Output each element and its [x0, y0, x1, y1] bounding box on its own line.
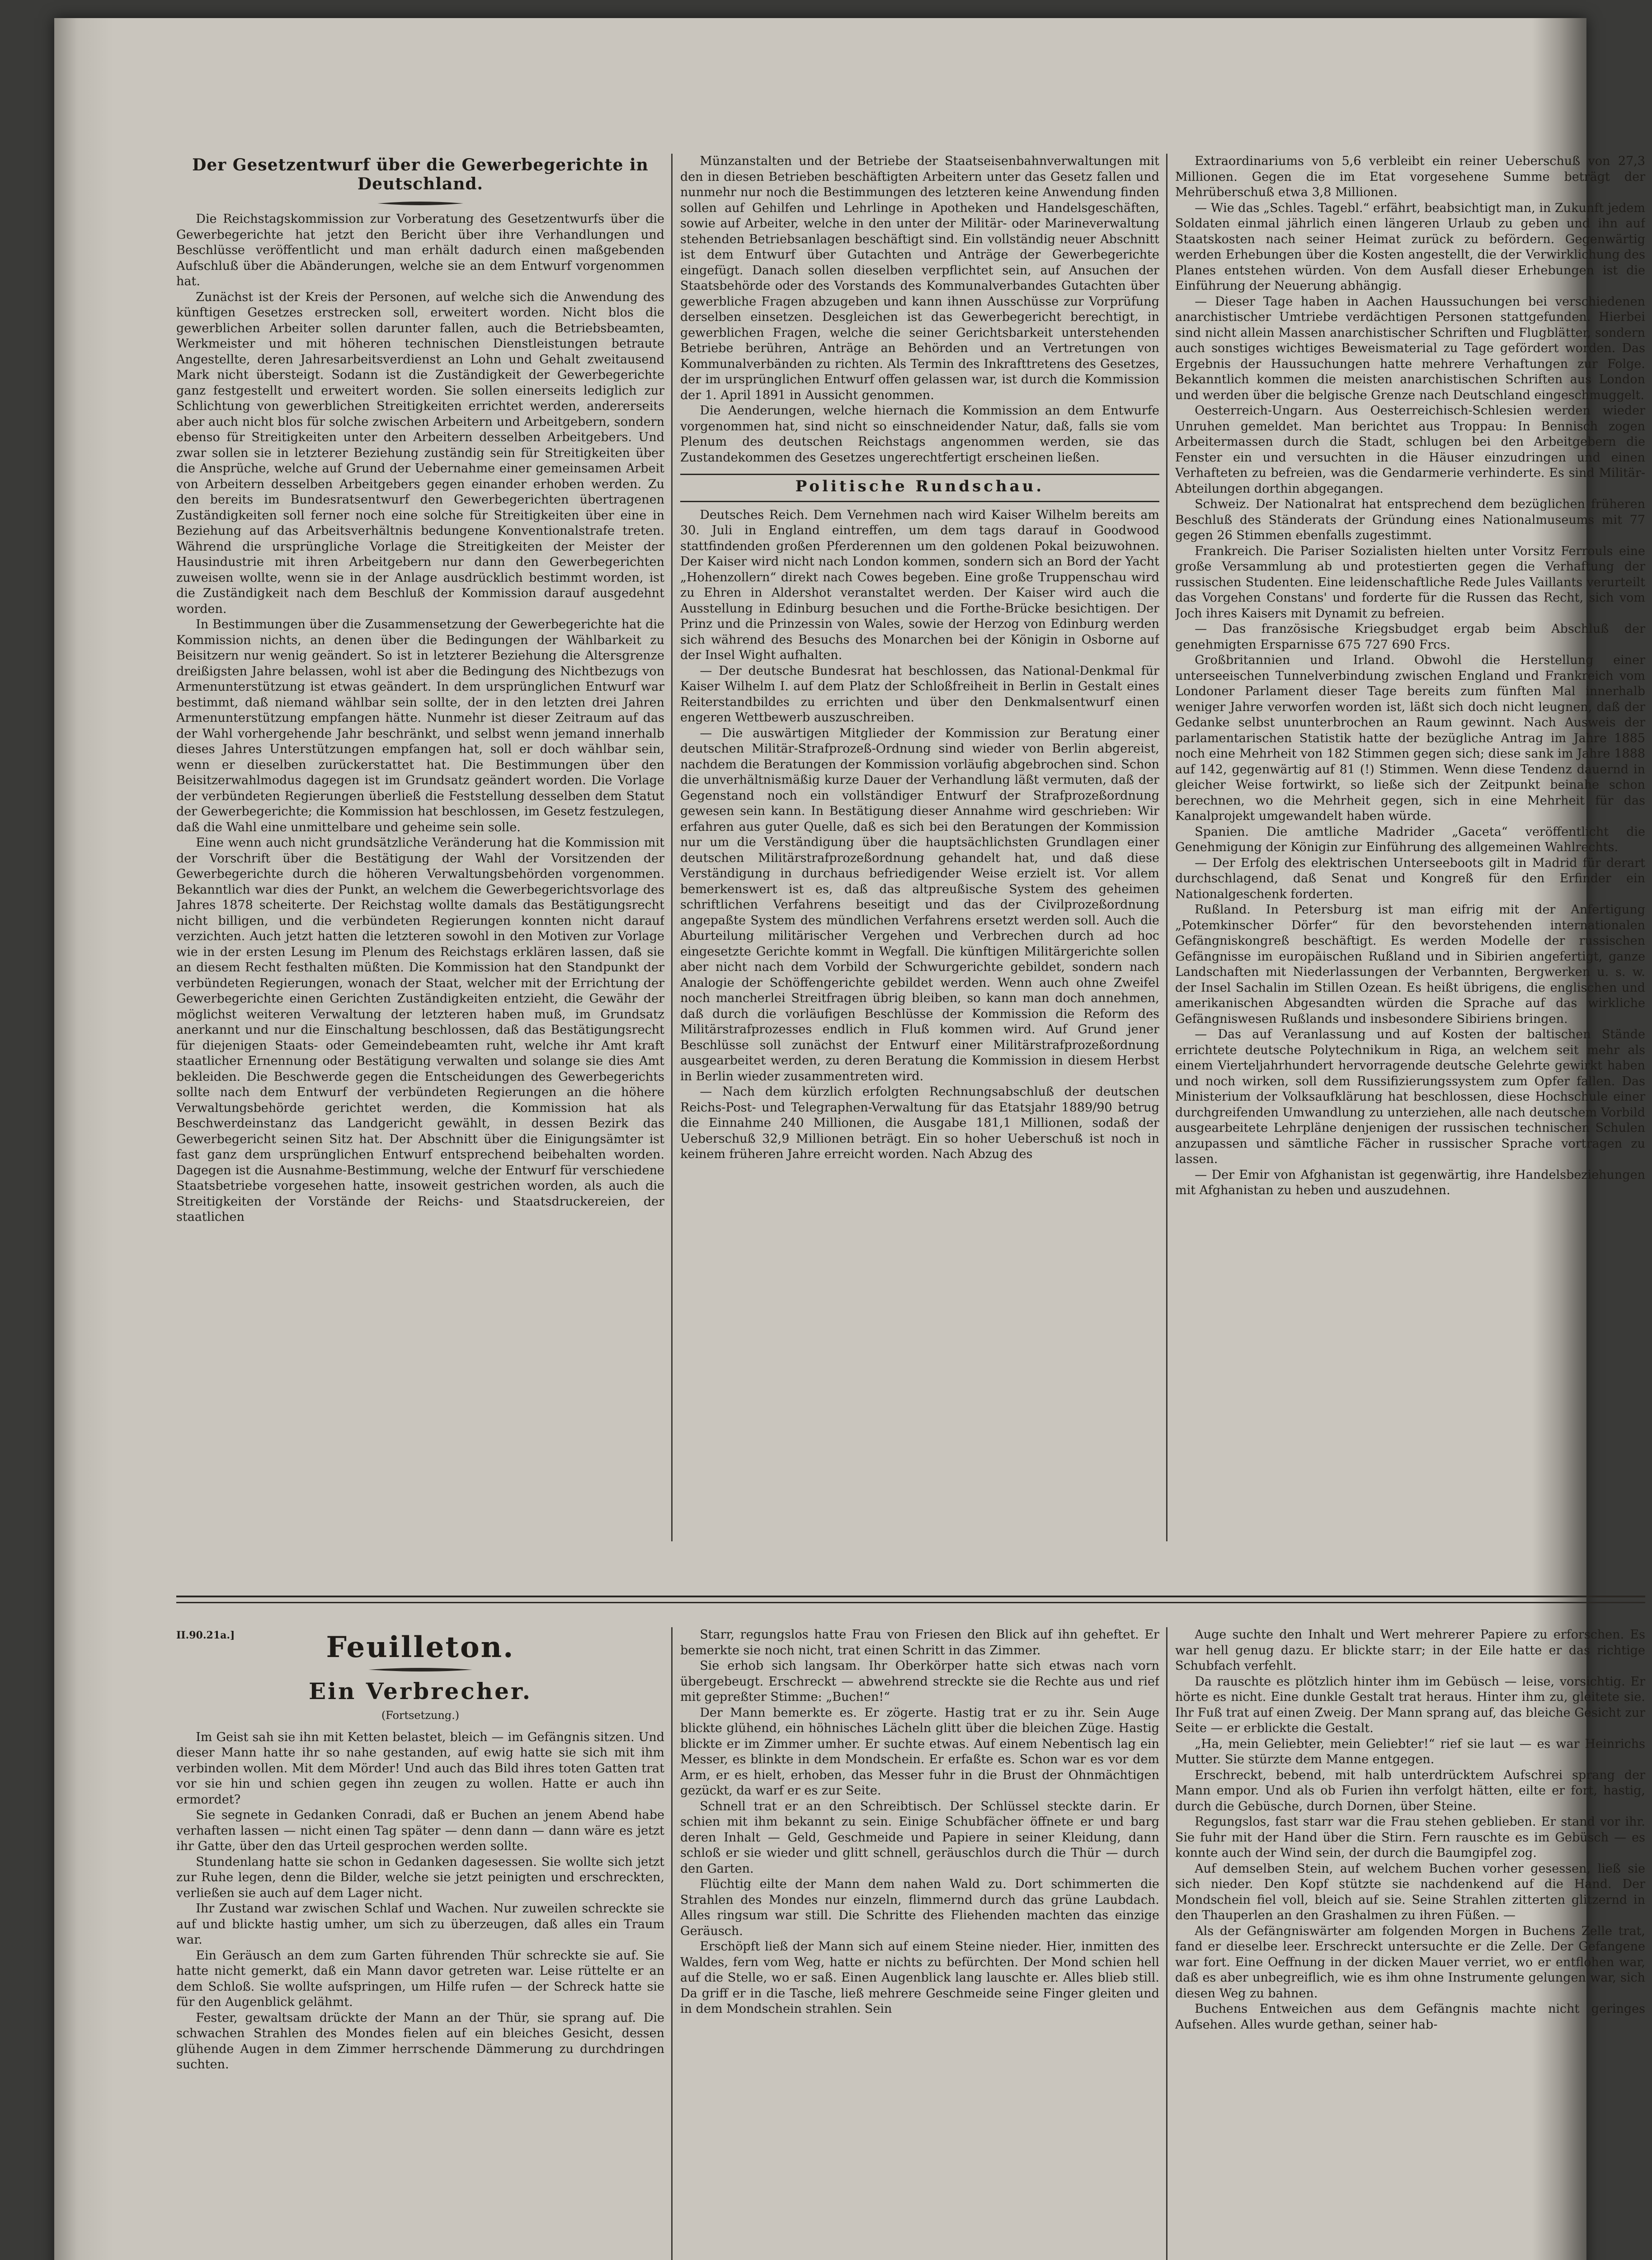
paragraph: Deutsches Reich. Dem Vernehmen nach wird Kaiser Wilhelm bereits am 30. Juli in England eintreffen, um dem tags darauf in Goodwood stattfindenden großen Pferderennen um den goldenen Pokal beizuwohnen. Der Kaiser wird nicht nach London kommen, sondern sich an Bord der Yacht „Hohenzollern“ direkt nach Cowes begeben. Eine große Truppenschau wird zu Ehren in Aldershot veranstaltet werden. Der Kaiser wird auch die Ausstellung in Edinburg besuchen und die Forthe-Brücke besichtigen. Der Prinz und die Prinzessin von Wales, sowie der Herzog von Edinburg werden sich während des Besuchs des Monarchen bei der Königin in Osborne auf der Insel Wight aufhalten. [680, 508, 1159, 662]
paragraph: — Die auswärtigen Mitglieder der Kommission zur Beratung einer deutschen Militär-Strafprozeß-Ordnung sind wieder von Berlin abgereist, nachdem die Beratungen der Kommission vorläufig abgebrochen sind. Schon die unverhältnismäßig kurze Dauer der Verhandlung läßt vermuten, daß der Gegenstand noch ein vollständiger Entwurf der Strafprozeßordnung gewesen sein kann. In Bestätigung dieser Annahme wird geschrieben: Wir erfahren aus guter Quelle, daß es sich bei den Beratungen der Kommission nur um die Verständigung über die hauptsächlichsten Grundlagen einer deutschen Militärstrafprozeßordnung gehandelt hat, und daß diese Verständigung in durchaus befriedigender Weise erzielt ist. Vor allem bemerkenswert ist es, daß das altpreußische System des geheimen schriftlichen Verfahrens beseitigt und das der Civilprozeßordnung angepaßte System des mündlichen Verfahrens ersetzt werden soll. Auch die Aburteilung militärischer Vergehen und Verbrechen durch ad hoc eingesetzte Gerichte kommt in Wegfall. Die künftigen Militärgerichte sollen aber nicht nach dem Vorbild der Schwurgerichte gebildet, sondern nach Analogie der Schöffengerichte gebildet werden. Wenn auch ohne Zweifel noch mancherlei Streitfragen übrig bleiben, so kann man doch annehmen, daß durch die vorläufigen Beschlüsse der Kommission die Reform des Militärstrafprozesses endlich in Fluß kommen wird. Auf Grund jener Beschlüsse soll zunächst der Entwurf einer Militärstrafprozeßordnung ausgearbeitet werden, zu deren Beratung die Kommission in diesem Herbst in Berlin wieder zusammentreten wird. [680, 726, 1159, 1083]
paragraph: — Dieser Tage haben in Aachen Haussuchungen bei verschiedenen anarchistischer Umtriebe verdächtigen Personen stattgefunden. Hierbei sind nicht allein Massen anarchistischer Schriften und Flugblätter, sondern auch sonstiges wichtiges Beweismaterial zu Tage gefördert worden. Das Ergebnis der Haussuchungen hatte mehrere Verhaftungen zur Folge. Bekanntlich kommen die meisten anarchistischen Schriften aus London und werden über die belgische Grenze nach Deutschland eingeschmuggelt. [1175, 294, 1645, 402]
paragraph: Extraordinariums von 5,6 verbleibt ein reiner Ueberschuß von 27,3 Millionen. Gegen die im Etat vorgesehene Summe beträgt der Mehrüberschuß etwa 3,8 Millionen. [1175, 154, 1645, 199]
title-rule [366, 1666, 475, 1673]
paragraph: Oesterreich-Ungarn. Aus Oesterreichisch-Schlesien werden wieder Unruhen gemeldet. Man berichtet aus Troppau: In Bennisch zogen Arbeitermassen durch die Stadt, schlugen bei den Arbeitgebern die Fenster ein und versuchten in die Häuser einzudringen und einen Verhafteten zu befreien, was die Gendarmerie verhinderte. Es sind Militär-Abteilungen dorthin abgegangen. [1175, 404, 1645, 496]
paragraph: Als der Gefängniswärter am folgenden Morgen in Buchens Zelle trat, fand er dieselbe leer. Erschreckt untersuchte er die Zelle. Der Gefangene war fort. Eine Oeffnung in der dicken Mauer verriet, wo er entflohen war, daß es aber unbegreiflich, wie es ihm ohne Instrumente gelungen war, sich diesen Weg zu bahnen. [1175, 1924, 1645, 2001]
paragraph: Starr, regungslos hatte Frau von Friesen den Blick auf ihn geheftet. Er bemerkte sie noch nicht, trat einen Schritt in das Zimmer. [680, 1628, 1159, 1657]
paragraph: — Das französische Kriegsbudget ergab beim Abschluß der genehmigten Ersparnisse 675 727 690 Frcs. [1175, 622, 1645, 652]
story-title: Ein Verbrecher. [308, 1678, 532, 1704]
paragraph: Ein Geräusch an dem zum Garten führenden Thür schreckte sie auf. Sie hatte nicht gemerkt, daß ein Mann davor getreten war. Leise rüttelte er an dem Schloß. Sie wollte aufspringen, um Hilfe rufen — der Schreck hatte sie für den Augenblick gelähmt. [176, 1948, 664, 2009]
paragraph: „Ha, mein Geliebter, mein Geliebter!“ rief sie laut — es war Heinrichs Mutter. Sie stürzte dem Manne entgegen. [1175, 1737, 1645, 1766]
paragraph: Da rauschte es plötzlich hinter ihm im Gebüsch — leise, vorsichtig. Er hörte es nicht. Eine dunkle Gestalt trat heraus. Hinter ihm zu, gleitete sie. Ihr Fuß trat auf einen Zweig. Der Mann sprang auf, das bleiche Gesicht zur Seite — er erblickte die Gestalt. [1175, 1674, 1645, 1735]
paragraph: Erschöpft ließ der Mann sich auf einem Steine nieder. Hier, inmitten des Waldes, fern vom Weg, hatte er nichts zu befürchten. Der Mond schien hell auf die Stelle, wo er saß. Einen Augenblick lang lauschte er. Alles blieb still. Da griff er in die Tasche, ließ mehrere Geschmeide seine Finger gleiten und in dem Mondschein strahlen. Sein [680, 1940, 1159, 2016]
feuilleton-column-3 [1175, 1627, 1645, 2260]
paragraph: Rußland. In Petersburg ist man eifrig mit der Anfertigung „Potemkinscher Dörfer“ für den bevorstehenden internationalen Gefängniskongreß beschäftigt. Es werden Modelle der russischen Gefängnisse im europäischen Rußland und in Sibirien angefertigt, ganze Landschaften mit Niederlassungen der Verbannten, Bergwerken u. s. w. der Insel Sachalin im Stillen Ozean. Es heißt übrigens, die englischen und amerikanischen Abgesandten würden die Sprache auf das wirkliche Gefängniswesen Rußlands und insbesondere Sibiriens bringen. [1175, 903, 1645, 1026]
binding-gutter [54, 18, 113, 2260]
paragraph: Fester, gewaltsam drückte der Mann an der Thür, sie sprang auf. Die schwachen Strahlen des Mondes fielen auf ein bleiches Gesicht, dessen glühende Augen in dem Zimmer herrschende Dämmerung zu durchdringen suchten. [176, 2010, 664, 2072]
paragraph: Regungslos, fast starr war die Frau stehen geblieben. Er stand vor ihr. Sie fuhr mit der Hand über die Stirn. Fern rauschte es im Gebüsch — es konnte auch der Wind sein, der durch die Baumgipfel zog. [1175, 1815, 1645, 1860]
section-rule [680, 474, 1159, 475]
paragraph: In Bestimmungen über die Zusammensetzung der Gewerbegerichte hat die Kommission nichts, an denen über die Bedingungen der Wählbarkeit zu Beisitzern nur wenig geändert. So ist in letzterer Beziehung die Altersgrenze dreißigsten Jahre belassen, wohl ist aber die Bedingung des Nichtbezugs von Armenunterstützung ist etwas geändert. In dem ursprünglichen Entwurf war bestimmt, daß niemand wählbar sein sollte, der in den letzten drei Jahren Armenunterstützung empfangen hätte. Nunmehr ist dieser Zeitraum auf das der Wahl vorhergehende Jahr beschränkt, und selbst wenn jemand innerhalb dieses Jahres Unterstützungen empfangen hat, soll er doch wählbar sein, wenn er dieselben zurückerstattet hat. Die Bestimmungen über den Beisitzerwahlmodus dagegen ist im Grundsatz geändert worden. Die Vorlage der verbündeten Regierungen überließ die Feststellung desselben dem Statut der Gewerbegerichte; die Kommission hat beschlossen, im Gesetz festzulegen, daß die Wahl eine unmittelbare und geheime sein solle. [176, 617, 664, 834]
paragraph: Schweiz. Der Nationalrat hat entsprechend dem bezüglichen früheren Beschluß des Ständerats der Gründung eines Nationalmuseums mit 77 gegen 26 Stimmen ebenfalls zugestimmt. [1175, 497, 1645, 542]
feuilleton-column-2 [680, 1627, 1159, 2260]
section-rule [680, 501, 1159, 502]
feuilleton-header [176, 1632, 664, 1723]
paragraph: Zunächst ist der Kreis der Personen, auf welche sich die Anwendung des künftigen Gesetzes erstrecken soll, erweitert worden. Nicht blos die gewerblichen Arbeiter sollen darunter fallen, auch die Betriebsbeamten, Werkmeister und mit höheren technischen Dienstleistungen betraute Angestellte, deren Jahresarbeitsverdienst an Lohn und Gehalt zweitausend Mark nicht übersteigt. Sodann ist die Zuständigkeit der Gewerbegerichte ganz festgestellt und erweitert worden. Sie sollen einerseits lediglich zur Schlichtung von gewerblichen Streitigkeiten errichtet werden, andererseits aber auch nicht blos für solche zwischen Arbeitern und Arbeitgebern, sondern ebenso für Streitigkeiten unter den Arbeitern desselben Arbeitgebers. Und zwar sollen sie in letzterer Beziehung zuständig sein für Streitigkeiten über die Ansprüche, welche auf Grund der Uebernahme einer gemeinsamen Arbeit von Arbeitern desselben Arbeitgebers gegen einander erhoben werden. Zu den bereits im Bundesratsentwurf den Gewerbegerichten übertragenen Zuständigkeiten soll ferner noch eine solche für Streitigkeiten über eine in Beziehung auf das Arbeitsverhältnis bedungene Konventionalstrafe treten. Während die ursprüngliche Vorlage die Streitigkeiten der Meister der Hausindustrie mit ihren Arbeitgebern nur dann den Gewerbegerichten zuweisen wollte, wenn sie in der Anlage ausdrücklich bestimmt worden, ist die Zuständigkeit nach dem Beschluß der Kommission darauf ausgedehnt worden. [176, 290, 664, 616]
paragraph: Die Aenderungen, welche hiernach die Kommission an dem Entwurfe vorgenommen hat, sind nicht so einschneidender Natur, daß, falls sie vom Plenum des deutschen Reichstags angenommen werden, sie das Zustandekommen des Gesetzes ungerechtfertigt erscheinen ließen. [680, 404, 1159, 465]
paragraph: Schnell trat er an den Schreibtisch. Der Schlüssel steckte darin. Er schien mit ihm bekannt zu sein. Einige Schubfächer öffnete er und barg deren Inhalt — Geld, Geschmeide und Papiere in seiner Kleidung, dann schloß er sie wieder und glitt schnell, geräuschlos durch die Thür — durch den Garten. [680, 1799, 1159, 1876]
paragraph: Im Geist sah sie ihn mit Ketten belastet, bleich — im Gefängnis sitzen. Und dieser Mann hatte ihr so nahe gestanden, auf ewig hatte sie sich mit ihm verbinden wollen. Mit dem Mörder! Und auch das Bild ihres toten Gatten trat vor sie hin und schien gegen ihn zeugen zu wollen. Hatte er auch ihn ermordet? [176, 1730, 664, 1807]
paragraph: Ihr Zustand war zwischen Schlaf und Wachen. Nur zuweilen schreckte sie auf und blickte hastig umher, um sich zu überzeugen, daß alles ein Traum war. [176, 1902, 664, 1947]
section-heading: Politische Rundschau. [795, 477, 1045, 495]
paragraph: Großbritannien und Irland. Obwohl die Herstellung einer unterseeischen Tunnelverbindung zwischen England und Frankreich vom Londoner Parlament dieser Tage bereits zum fünften Mal innerhalb weniger Jahre verworfen worden ist, läßt sich doch nicht leugnen, daß der Gedanke selbst ununterbrochen an Raum gewinnt. Nach Ausweis der parlamentarischen Statistik hatte der bezügliche Antrag im Jahre 1885 noch eine Mehrheit von 182 Stimmen gegen sich; diese sank im Jahre 1888 auf 142, gegenwärtig auf 81 (!) Stimmen. Wenn diese Tendenz dauernd in gleicher Weise fortwirkt, so ließe sich der Zeitpunkt beinahe schon berechnen, wo die Mehrheit gegen, sich in eine Mehrheit für das Kanalprojekt umgewandelt haben würde. [1175, 653, 1645, 823]
column-divider [1166, 1627, 1167, 2260]
paragraph: Münzanstalten und der Betriebe der Staatseisenbahnverwaltungen mit den in diesen Betrieben beschäftigten Arbeitern unter das Gesetz fallen und nunmehr nur noch die Bestimmungen des letzteren keine Anwendung finden sollen auf Gehilfen und Lehrlinge in Apotheken und Handelsgeschäften, sowie auf Arbeiter, welche in den unter der Militär- oder Marineverwaltung stehenden Betriebsanlagen beschäftigt sind. Ein vollständig neuer Abschnitt ist dem Entwurf über Gutachten und Anträge der Gewerbegerichte eingefügt. Danach sollen dieselben verpflichtet sein, auf Ansuchen der Staatsbehörde oder des Vorstands des Kommunalverbandes Gutachten über gewerbliche Fragen abzugeben und kann ihnen Ausschüsse zur Vorprüfung derselben einsetzen. Desgleichen ist das Gewerbegericht berechtigt, in gewerblichen Fragen, welche die seiner Gerichtsbarkeit unterstehenden Betriebe berühren, Anträge an Behörden und an Vertretungen von Kommunalverbänden zu richten. Als Termin des Inkrafttretens des Gesetzes, der im ursprünglichen Entwurf offen gelassen war, ist durch die Kommission der 1. April 1891 in Aussicht genommen. [680, 154, 1159, 402]
paragraph: — Der Erfolg des elektrischen Unterseeboots gilt in Madrid für derart durchschlagend, daß Senat und Kongreß für den Erfinder ein Nationalgeschenk forderten. [1175, 856, 1645, 901]
paragraph: Sie segnete in Gedanken Conradi, daß er Buchen an jenem Abend habe verhaften lassen — nicht einen Tag später — denn dann — dann wäre es jetzt ihr Gatte, über den das Urteil gesprochen werden sollte. [176, 1808, 664, 1853]
paragraph: Der Mann bemerkte es. Er zögerte. Hastig trat er zu ihr. Sein Auge blickte glühend, ein höhnisches Lächeln glitt über die bleichen Züge. Hastig blickte er im Zimmer umher. Er suchte etwas. Auf einem Nebentisch lag ein Messer, es blinkte in dem Mondschein. Er erfaßte es. Schon war es vor dem Arm, er es hielt, erhoben, das Messer fuhr in die Brust der Ohnmächtigen gezückt, da warf er es zur Seite. [680, 1705, 1159, 1798]
reference-mark: II.90.21a.] [176, 1629, 235, 1641]
paragraph: — Das auf Veranlassung und auf Kosten der baltischen Stände errichtete deutsche Polytechnikum in Riga, an welchem seit mehr als einem Vierteljahrhundert hervorragende deutsche Gelehrte gewirkt haben und noch wirken, soll dem Russifizierungssystem zum Opfer fallen. Das Ministerium der Volksaufklärung hat beschlossen, diese Hochschule einer durchgreifenden Umwandlung zu unterziehen, alle nach deutschem Vorbild ausgearbeitete Lehrpläne denjenigen der russischen technischen Schulen anzupassen und sämtliche Fächer in russischer Sprache vortragen zu lassen. [1175, 1027, 1645, 1166]
feuilleton-column-1 [176, 1627, 664, 2260]
paragraph: Erschreckt, bebend, mit halb unterdrücktem Aufschrei sprang der Mann empor. Und als ob Furien ihn verfolgt hätten, eilte er fort, hastig, durch die Gebüsche, durch Dornen, über Steine. [1175, 1768, 1645, 1813]
paragraph: — Der deutsche Bundesrat hat beschlossen, das National-Denkmal für Kaiser Wilhelm I. auf dem Platz der Schloßfreiheit in Berlin in Gestalt eines Reiterstandbildes zu errichten und über den Denkmalsentwurf einen engeren Wettbewerb auszuschreiben. [680, 664, 1159, 725]
column-divider [671, 154, 673, 1541]
paragraph: Auge suchte den Inhalt und Wert mehrerer Papiere zu erforschen. Es war hell genug dazu. Er blickte starr; in der Eile hatte er das richtige Schubfach verfehlt. [1175, 1628, 1645, 1673]
paragraph: Flüchtig eilte der Mann dem nahen Wald zu. Dort schimmerten die Strahlen des Mondes nur einzeln, flimmernd durch das grüne Laubdach. Alles ringsum war still. Die Schritte des Fliehenden machten das einzige Geräusch. [680, 1877, 1159, 1938]
column-divider [671, 1627, 673, 2260]
paragraph: Frankreich. Die Pariser Sozialisten hielten unter Vorsitz Ferrouls eine große Versammlung ab und protestierten gegen die Verhaftung der russischen Studenten. Eine leidenschaftliche Rede Jules Vaillants verurteilt das Vorgehen Constans' und forderte für die Russen das Recht, sich vom Joch ihres Kaisers mit Dynamit zu befreien. [1175, 544, 1645, 621]
paragraph: Auf demselben Stein, auf welchem Buchen vorher gesessen, ließ sie sich nieder. Den Kopf stützte sie nachdenkend auf die Hand. Der Mondschein fiel voll, bleich auf sie. Seine Strahlen zitterten glitzernd in den Thauperlen an den Grashalmen zu ihren Füßen. — [1175, 1861, 1645, 1922]
feuilleton-separator [176, 1596, 1645, 1603]
column-2 [680, 154, 1159, 1541]
paragraph: — Wie das „Schles. Tagebl.“ erfährt, beabsichtigt man, in Zukunft jedem Soldaten einmal jährlich einen längeren Urlaub zu geben und ihn auf Staatskosten nach seiner Heimat zurück zu befördern. Gegenwärtig werden Erhebungen über die Kosten angestellt, die der Verwirklichung des Planes entstehen würden. Von dem Ausfall dieser Erhebungen ist die Einführung der Neuerung abhängig. [1175, 201, 1645, 293]
heading-rule [375, 200, 466, 207]
column-divider [1166, 154, 1167, 1541]
paragraph: Eine wenn auch nicht grundsätzliche Veränderung hat die Kommission mit der Vorschrift über die Bestätigung der Wahl der Vorsitzenden der Gewerbegerichte durch die höheren Verwaltungsbehörden vorgenommen. Bekanntlich war dies der Punkt, an welchem die Gewerbegerichtsvorlage des Jahres 1878 scheiterte. Der Reichstag wollte damals das Bestätigungsrecht nicht billigen, und die verbündeten Regierungen konnten nicht darauf verzichten. Auch jetzt hatten die letzteren sowohl in den Motiven zur Vorlage wie in der ersten Lesung im Plenum des Reichstags erklären lassen, daß sie an diesem Recht festhalten müßten. Die Kommission hat den Standpunkt der verbündeten Regierungen, wonach der Staat, welcher mit der Errichtung der Gewerbegerichte einen Gerichten Zuständigkeiten entzieht, die Gewähr der möglichst weiteren Verwaltung der letzteren haben muß, im Grundsatz anerkannt und nur die Einschaltung beschlossen, daß das Bestätigungsrecht für diejenigen Staats- oder Gemeindebeamten ruht, welche ihr Amt kraft staatlicher Ernennung oder Bestätigung verwalten und solange sie dies Amt bekleiden. Die Beschwerde gegen die Entscheidungen des Gewerbegerichts sollte nach dem Entwurf der verbündeten Regierungen an die höhere Verwaltungsbehörde gerichtet werden, die Kommission hat als Beschwerdeinstanz das Landgericht gewählt, in dessen Bezirk das Gewerbegericht seinen Sitz hat. Der Abschnitt über die Einigungsämter ist fast ganz dem ursprünglichen Entwurf entsprechend beibehalten worden. Dagegen ist die Ausnahme-Bestimmung, welche der Entwurf für verschiedene Staatsbetriebe vorgesehen hatte, insoweit gestrichen worden, als auch die Streitigkeiten der Vorstände der Reichs- und Staatsdruckereien, der staatlichen [176, 836, 664, 1224]
paragraph: Spanien. Die amtliche Madrider „Gaceta“ veröffentlicht die Genehmigung der Königin zur Einführung des allgemeinen Wahlrechts. [1175, 824, 1645, 854]
column-3 [1175, 154, 1645, 1541]
newspaper-page [54, 18, 1645, 2260]
paragraph: Stundenlang hatte sie schon in Gedanken dagesessen. Sie wollte sich jetzt zur Ruhe legen, denn die Bilder, welche sie jetzt peinigten und erschreckten, verließen sie auch auf dem Lager nicht. [176, 1855, 664, 1900]
paragraph: — Der Emir von Afghanistan ist gegenwärtig, ihre Handelsbeziehungen mit Afghanistan zu heben und auszudehnen. [1175, 1168, 1645, 1197]
paragraph: Die Reichstagskommission zur Vorberatung des Gesetzentwurfs über die Gewerbegerichte hat jetzt den Bericht über ihre Verhandlungen und Beschlüsse veröffentlicht und man erhält dadurch einen maßgebenden Aufschluß über die Abänderungen, welche sie an dem Entwurf vorgenommen hat. [176, 212, 664, 288]
column-1 [176, 154, 664, 1541]
article-heading: Der Gesetzentwurf über die Gewerbegerichte in Deutschland. [192, 155, 649, 193]
paragraph: Sie erhob sich langsam. Ihr Oberkörper hatte sich etwas nach vorn übergebeugt. Erschreckt — abwehrend streckte sie die Rechte aus und rief mit gepreßter Stimme: „Buchen!“ [680, 1659, 1159, 1704]
feuilleton-title: Feuilleton. [326, 1630, 515, 1664]
paragraph: — Nach dem kürzlich erfolgten Rechnungsabschluß der deutschen Reichs-Post- und Telegraphen-Verwaltung für das Etatsjahr 1889/90 betrug die Einnahme 240 Millionen, die Ausgabe 181,1 Millionen, sodaß der Ueberschuß 32,9 Millionen beträgt. Ein so hoher Ueberschuß ist noch in keinem früheren Jahre erreicht worden. Nach Abzug des [680, 1085, 1159, 1161]
continuation-note: (Fortsetzung.) [381, 1709, 460, 1722]
paragraph: Buchens Entweichen aus dem Gefängnis machte nicht geringes Aufsehen. Alles wurde gethan, seiner hab- [1175, 2002, 1645, 2032]
